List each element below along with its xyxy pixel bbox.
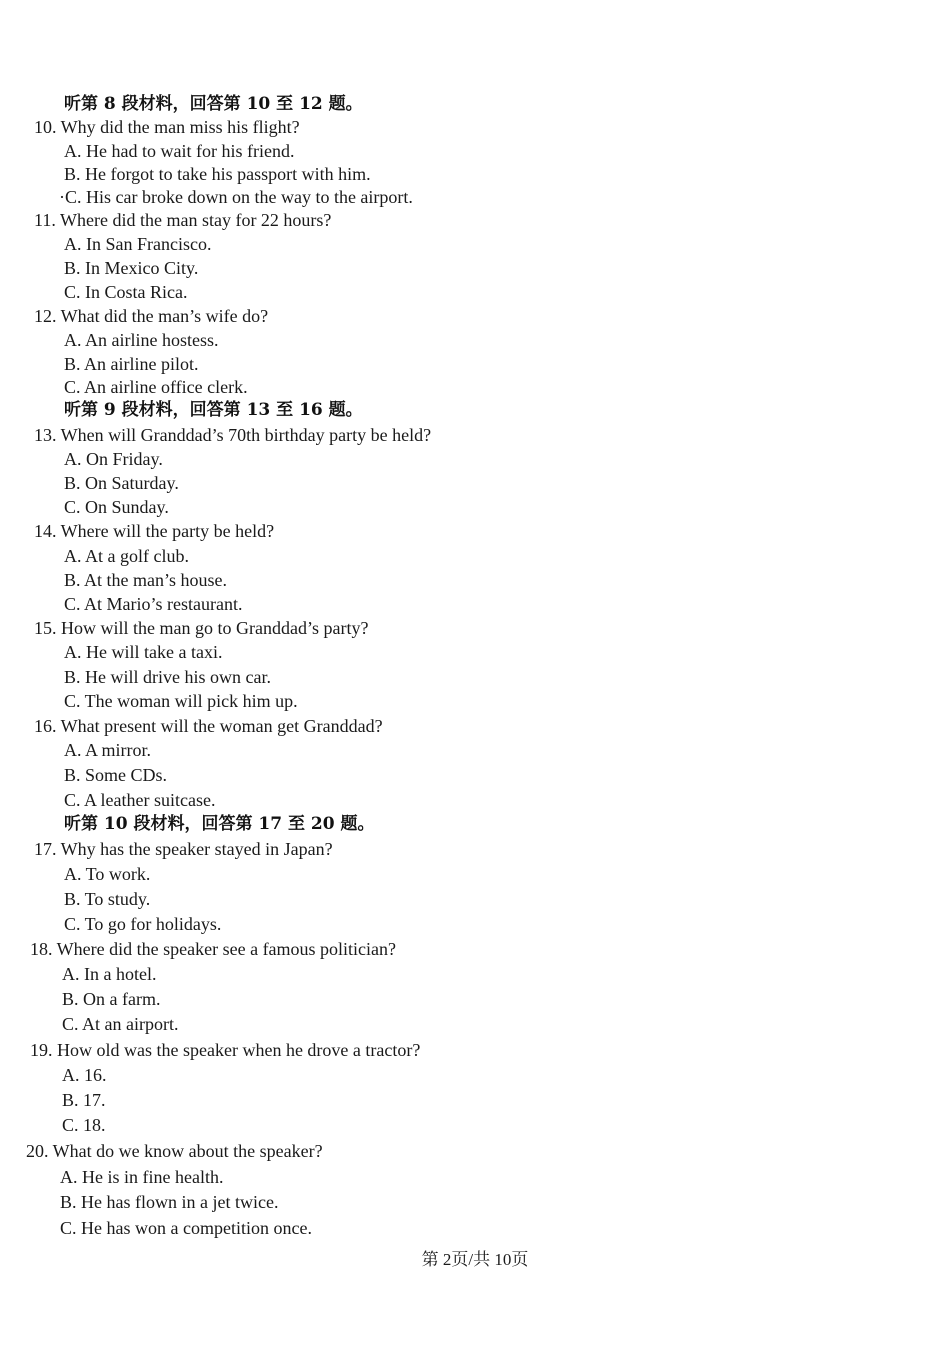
question-19-option-c: C. 18. (62, 1115, 106, 1135)
question-17-option-b: B. To study. (64, 889, 151, 909)
page-number: 第 2页/共 10页 (421, 1250, 529, 1269)
question-15-option-b: B. He will drive his own car. (64, 667, 271, 687)
question-19: 19. How old was the speaker when he drove a tractor? (30, 1040, 421, 1060)
question-18-option-c: C. At an airport. (62, 1014, 179, 1034)
question-17-option-a: A. To work. (64, 864, 151, 884)
question-11-option-a: A. In San Francisco. (64, 234, 212, 254)
question-11: 11. Where did the man stay for 22 hours? (34, 210, 332, 230)
question-14-option-b: B. At the man’s house. (64, 570, 227, 590)
question-11-option-b: B. In Mexico City. (64, 258, 199, 278)
question-14-option-a: A. At a golf club. (64, 546, 189, 566)
question-13-option-b: B. On Saturday. (64, 473, 179, 493)
section-heading-8: 听第 8 段材料，回答第 10 至 12 题。 (64, 94, 363, 114)
question-10-option-a: A. He had to wait for his friend. (64, 141, 295, 161)
question-19-option-a: A. 16. (62, 1065, 107, 1085)
question-17-option-c: C. To go for holidays. (64, 914, 222, 934)
question-12: 12. What did the man’s wife do? (34, 306, 269, 326)
question-20-option-c: C. He has won a competition once. (60, 1218, 312, 1238)
question-18-option-b: B. On a farm. (62, 989, 161, 1009)
question-20: 20. What do we know about the speaker? (26, 1141, 323, 1161)
question-18-option-a: A. In a hotel. (62, 964, 157, 984)
question-16-option-a: A. A mirror. (64, 740, 152, 760)
question-14: 14. Where will the party be held? (34, 521, 275, 541)
question-17: 17. Why has the speaker stayed in Japan? (34, 839, 333, 859)
question-20-option-a: A. He is in fine health. (60, 1167, 224, 1187)
question-18: 18. Where did the speaker see a famous politician? (30, 939, 397, 959)
question-10-option-b: B. He forgot to take his passport with him. (64, 164, 371, 184)
question-15-option-c: C. The woman will pick him up. (64, 691, 298, 711)
question-14-option-c: C. At Mario’s restaurant. (64, 594, 243, 614)
question-13: 13. When will Granddad’s 70th birthday party be held? (34, 425, 432, 445)
section-heading-10: 听第 10 段材料，回答第 17 至 20 题。 (64, 814, 375, 834)
question-12-option-c: C. An airline office clerk. (64, 377, 248, 397)
question-15: 15. How will the man go to Granddad’s party? (34, 618, 369, 638)
question-16: 16. What present will the woman get Granddad? (34, 716, 383, 736)
question-16-option-b: B. Some CDs. (64, 765, 168, 785)
question-20-option-b: B. He has flown in a jet twice. (60, 1192, 279, 1212)
question-10: 10. Why did the man miss his flight? (34, 117, 300, 137)
question-12-option-b: B. An airline pilot. (64, 354, 199, 374)
question-10-option-c: ·C. His car broke down on the way to the airport. (59, 187, 413, 207)
section-heading-9: 听第 9 段材料，回答第 13 至 16 题。 (64, 400, 363, 420)
question-19-option-b: B. 17. (62, 1090, 106, 1110)
question-12-option-a: A. An airline hostess. (64, 330, 219, 350)
question-16-option-c: C. A leather suitcase. (64, 790, 216, 810)
question-13-option-c: C. On Sunday. (64, 497, 169, 517)
question-13-option-a: A. On Friday. (64, 449, 163, 469)
question-15-option-a: A. He will take a taxi. (64, 642, 223, 662)
question-11-option-c: C. In Costa Rica. (64, 282, 188, 302)
